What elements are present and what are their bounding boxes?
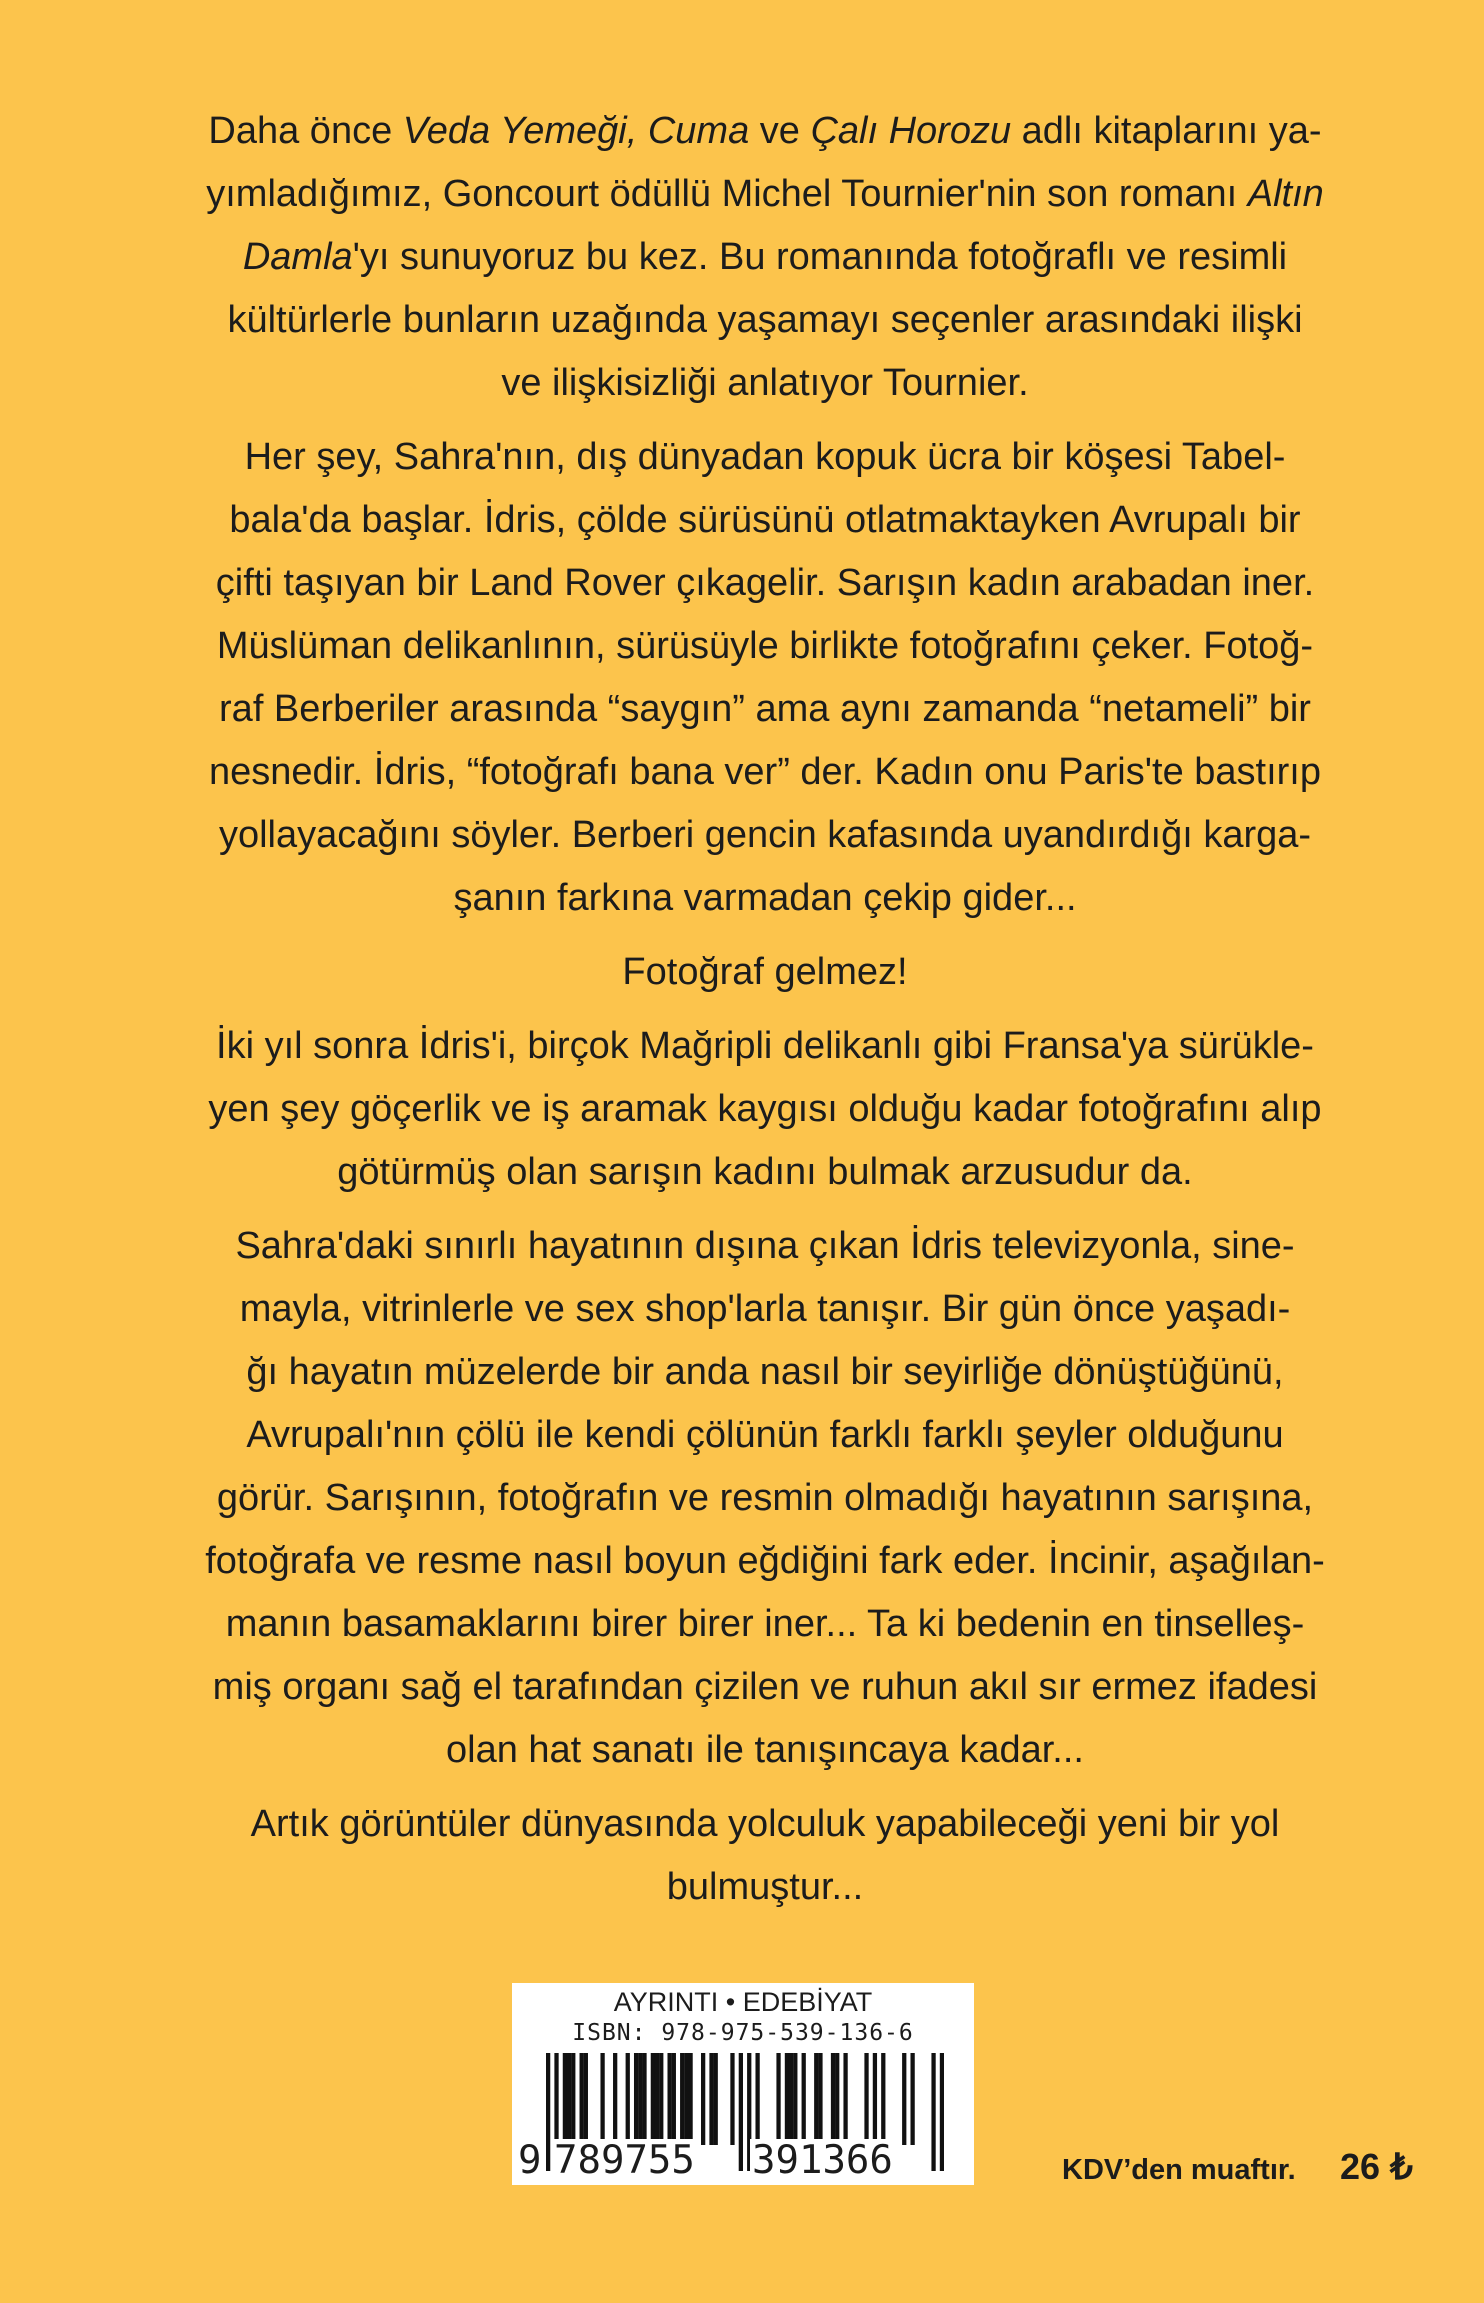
blurb-paragraph-1: Daha önce Veda Yemeği, Cuma ve Çalı Horozu adlı kitaplarını ya- yımladığımız, Goncourt ödüllü Michel Tournier'nin son romanı Altın Damla'yı sunuyoruz bu kez. Bu romanında fotoğraflı ve resimli kültürlerle bunların uzağında yaşamayı seçenler arasındaki ilişki ve ilişkisizliği anlatıyor Tournier. [206,110,1324,404]
barcode-bar [776,2053,780,2145]
barcode-bar [755,2053,759,2145]
barcode-bar [659,2053,663,2145]
blurb-paragraph-4: İki yıl sonra İdris'i, birçok Mağripli delikanlı gibi Fransa'ya sürükle- yen şey göçerlik ve iş aramak kaygısı olduğu kadar fotoğrafını alıp götürmüş olan sarışın kadını bulmak arzusudur da. [208,1025,1322,1193]
barcode-bar [789,2053,793,2145]
barcode-bar [709,2053,713,2145]
barcode-bar [672,2053,676,2145]
barcode-bar [902,2053,906,2145]
blurb-paragraph-6: Artık görüntüler dünyasında yolculuk yapabileceği yeni bir yol bulmuştur... [250,1803,1280,1908]
barcode-bar [571,2053,575,2145]
barcode-bar [580,2053,584,2145]
barcode-bar [701,2053,705,2145]
barcode-bar [881,2053,885,2145]
barcode-bar [655,2053,659,2145]
barcode-bar [802,2053,806,2145]
barcode-digit-group-1: 789755 [554,2138,695,2183]
barcode-bar [910,2053,914,2145]
barcode-bar [600,2053,604,2145]
barcode-bar [626,2053,630,2145]
barcode-bar [835,2053,839,2145]
barcode-bar [931,2053,935,2171]
publisher-series-label: AYRINTI • EDEBİYAT [613,1987,873,2017]
barcode-bar [546,2053,550,2171]
barcode-bar [563,2053,567,2145]
book-title-altin-damla: Altın [1247,173,1324,215]
blurb-paragraph-3: Fotoğraf gelmez! [622,951,908,993]
barcode-bar [873,2053,877,2145]
book-title-cali-horozu: Çalı Horozu [810,110,1012,152]
barcode-bar [793,2053,797,2145]
barcode-bar [940,2053,944,2171]
barcode-bar [613,2053,617,2145]
barcode-bar [667,2053,671,2145]
barcode-bar [818,2053,822,2145]
barcode-digit-first: 9 [518,2138,542,2183]
barcode-bar [785,2053,789,2145]
barcode-bar [584,2053,588,2145]
vat-exempt-note: KDV’den muaftır. [1062,2154,1296,2186]
blurb-paragraph-2: Her şey, Sahra'nın, dış dünyadan kopuk ücra bir köşesi Tabel- bala'da başlar. İdris, çölde sürüsünü otlatmaktayken Avrupalı bir çifti taşıyan bir Land Rover çıkagelir. Sarışın kadın arabadan iner. Müslüman delikanlının, sürüsüyle birlikte fotoğrafını çeker. Fotoğ- raf Berberiler arasında “saygın” ama aynı zamanda “netameli” bir nesnedir. İdris, “fotoğrafı bana ver” der. Kadın onu Paris'te bastırıp yollayacağını söyler. Berberi gencin kafasında uyandırdığı karga- şanın farkına varmadan çekip gider... [209,436,1321,919]
barcode-bar [634,2053,638,2145]
barcode-bar [831,2053,835,2145]
barcode-bar [567,2053,571,2145]
price: 26 ₺ [1340,2146,1413,2187]
blurb-paragraph-5: Sahra'daki sınırlı hayatının dışına çıkan İdris televizyonla, sine- mayla, vitrinlerle ve sex shop'larla tanışır. Bir gün önce yaşadı- ğı hayatın müzelerde bir anda nasıl bir seyirliğe dönüştüğünü, Avrupalı'nın çölü ile kendi çölünün farklı farklı şeyler olduğunu görür. Sarışının, fotoğrafın ve resmin olmadığı hayatının sarışına, fotoğrafa ve resme nasıl boyun eğdiğini fark eder. İncinir, aşağılan- manın basamaklarını birer birer iner... Ta ki bedenin en tinselleş- miş organı sağ el tarafından çizilen ve ruhun akıl sır ermez ifadesi olan hat sanatı ile tanışıncaya kadar... [205,1225,1325,1771]
barcode-bar [843,2053,847,2145]
barcode-bar [814,2053,818,2145]
back-cover-blurb [150,100,1380,1930]
barcode-bar [864,2053,868,2145]
barcode-bar [651,2053,655,2145]
barcode-digit-group-2: 391366 [752,2138,893,2183]
barcode-bar [680,2053,684,2145]
barcode-bar [739,2053,743,2171]
barcode-bar [684,2053,688,2145]
barcode-bar [638,2053,642,2145]
isbn-number: ISBN: 978-975-539-136-6 [572,2020,914,2046]
barcode-bar [730,2053,734,2145]
book-title-veda-yemegi: Veda Yemeği, Cuma [402,110,750,152]
barcode-bar [688,2053,692,2145]
barcode-bar [714,2053,718,2145]
barcode-bar [642,2053,646,2145]
isbn-barcode [512,1983,974,2185]
